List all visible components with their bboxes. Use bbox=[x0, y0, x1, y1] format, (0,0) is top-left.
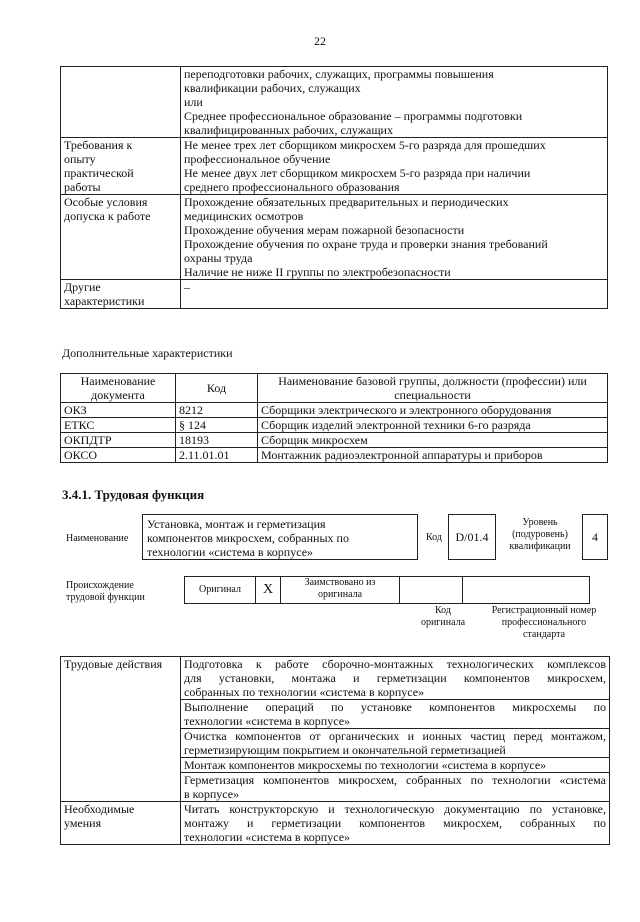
requirements-row bbox=[61, 280, 608, 309]
requirements-label: Другие bbox=[64, 280, 101, 294]
requirements-text: Прохождение обязательных предварительных и периодических bbox=[184, 195, 509, 209]
original-label: Оригинал bbox=[185, 577, 256, 604]
reg-number-label bbox=[478, 605, 610, 641]
requirements-label-cell bbox=[61, 195, 181, 280]
additional-cell: Сборщик микросхем bbox=[258, 433, 608, 448]
requirements-label: Особые условия bbox=[64, 195, 148, 209]
level-label-text: квалификации bbox=[509, 541, 571, 552]
labor-action-text: технологии «система в корпусе» bbox=[184, 714, 351, 728]
requirements-label-cell bbox=[61, 67, 181, 138]
requirements-text: Наличие не ниже II группы по электробезопасности bbox=[184, 265, 451, 279]
code-original-text: Код bbox=[435, 605, 451, 616]
requirements-text: – bbox=[184, 280, 190, 294]
requirements-row bbox=[61, 195, 608, 280]
labor-action-text: Монтаж компонентов микросхемы по технологии «система в корпусе» bbox=[184, 758, 547, 772]
origin-label-text: Происхождение bbox=[66, 580, 134, 591]
additional-header-cell bbox=[176, 374, 258, 403]
requirements-text: медицинских осмотров bbox=[184, 209, 304, 223]
labor-action-text: собранных по технологии «система в корпусе» bbox=[184, 685, 425, 699]
labor-action-text: Очистка компонентов от органических и ионных частиц перед монтажом, bbox=[184, 729, 606, 743]
requirements-text: Не менее трех лет сборщиком микросхем 5-го разряда для прошедших bbox=[184, 138, 546, 152]
additional-row bbox=[61, 448, 608, 463]
requirements-label: допуска к работе bbox=[64, 209, 151, 223]
requirements-row bbox=[61, 138, 608, 195]
requirements-text: охраны труда bbox=[184, 251, 253, 265]
additional-cell: ЕТКС bbox=[61, 418, 176, 433]
requirements-label: опыту bbox=[64, 152, 96, 166]
additional-row bbox=[61, 403, 608, 418]
requirements-content-cell bbox=[181, 138, 608, 195]
labor-action-text: герметизирующим покрытием и окончательной герметизацией bbox=[184, 743, 506, 757]
skill-cell bbox=[181, 802, 610, 845]
skill-text: технологии «система в корпусе» bbox=[184, 830, 351, 844]
additional-header-row bbox=[61, 374, 608, 403]
requirements-label-cell bbox=[61, 138, 181, 195]
name-label: Наименование bbox=[66, 533, 129, 544]
additional-characteristics-table bbox=[60, 373, 608, 463]
additional-header-cell bbox=[61, 374, 176, 403]
additional-header-text: Наименование базовой группы, должности (профессии) или bbox=[278, 374, 587, 388]
requirements-content-cell bbox=[181, 280, 608, 309]
requirements-label: практической bbox=[64, 166, 134, 180]
additional-cell: 8212 bbox=[176, 403, 258, 418]
level-label-text: (подуровень) bbox=[512, 529, 568, 540]
requirements-text: профессиональное обучение bbox=[184, 152, 331, 166]
borrowed-label bbox=[281, 577, 400, 604]
section-heading: 3.4.1. Трудовая функция bbox=[62, 487, 205, 502]
additional-header-text: документа bbox=[91, 388, 145, 402]
labor-action-cell bbox=[181, 657, 610, 700]
skill-label: Необходимые bbox=[64, 802, 135, 816]
labor-action-text: Подготовка к работе сборочно-монтажных технологических комплексов bbox=[184, 657, 606, 671]
requirements-text: или bbox=[184, 95, 203, 109]
additional-cell: ОКСО bbox=[61, 448, 176, 463]
labor-action-text: Выполнение операций по установке компонентов микросхемы по bbox=[184, 700, 606, 714]
additional-header-text: специальности bbox=[394, 388, 471, 402]
labor-action-cell bbox=[181, 758, 610, 773]
code-label: Код bbox=[426, 532, 442, 543]
level-label bbox=[504, 517, 576, 553]
requirements-table bbox=[60, 66, 608, 309]
requirements-label: работы bbox=[64, 180, 101, 194]
level-value-box: 4 bbox=[582, 514, 608, 560]
requirements-text: переподготовки рабочих, служащих, программы повышения bbox=[184, 67, 494, 81]
labor-action-label: Трудовые действия bbox=[64, 657, 163, 671]
requirements-text: Не менее двух лет сборщиком микросхем 5-го разряда при наличии bbox=[184, 166, 531, 180]
labor-action-cell bbox=[181, 700, 610, 729]
additional-cell: ОКПДТР bbox=[61, 433, 176, 448]
requirements-text: среднего профессионального образования bbox=[184, 180, 400, 194]
additional-header-text: Наименование bbox=[80, 374, 156, 388]
requirements-text: квалификации рабочих, служащих bbox=[184, 81, 361, 95]
skill-label-cell bbox=[61, 802, 181, 845]
additional-row bbox=[61, 418, 608, 433]
labor-action-text: Герметизация компонентов микросхем, собранных по технологии «система bbox=[184, 773, 606, 787]
skill-text: Читать конструкторскую и технологическую документацию по установке, bbox=[184, 802, 606, 816]
requirements-content-cell bbox=[181, 195, 608, 280]
additional-cell: Сборщики электрического и электронного оборудования bbox=[258, 403, 608, 418]
labor-action-label-cell bbox=[61, 657, 181, 802]
level-label-text: Уровень bbox=[522, 517, 558, 528]
reg-number-cell bbox=[463, 577, 590, 604]
requirements-label: Требования к bbox=[64, 138, 133, 152]
additional-row bbox=[61, 433, 608, 448]
additional-cell: ОКЗ bbox=[61, 403, 176, 418]
function-name-text: компонентов микросхем, собранных по bbox=[147, 531, 349, 545]
additional-cell: Сборщик изделий электронной техники 6-го разряда bbox=[258, 418, 608, 433]
additional-characteristics-title: Дополнительные характеристики bbox=[62, 346, 233, 360]
code-original-text: оригинала bbox=[420, 617, 466, 628]
origin-table bbox=[184, 576, 590, 604]
origin-label-text: трудовой функции bbox=[66, 592, 145, 603]
borrowed-label-text: Заимствовано из bbox=[304, 577, 376, 588]
origin-label bbox=[66, 580, 145, 604]
function-name-text: технологии «система в корпусе» bbox=[147, 545, 314, 559]
labor-action-row bbox=[61, 657, 610, 700]
requirements-text: Прохождение обучения по охране труда и проверки знания требований bbox=[184, 237, 548, 251]
labor-action-text: для установки, монтажа и герметизации компонентов микросхем, bbox=[184, 671, 606, 685]
labor-action-cell bbox=[181, 729, 610, 758]
skill-label: умения bbox=[64, 816, 102, 830]
labor-action-text: в корпусе» bbox=[184, 787, 240, 801]
requirements-text: Среднее профессиональное образование – программы подготовки bbox=[184, 109, 523, 123]
additional-cell: § 124 bbox=[176, 418, 258, 433]
function-name-text: Установка, монтаж и герметизация bbox=[147, 517, 326, 531]
reg-number-text: стандарта bbox=[522, 629, 566, 640]
code-original-cell bbox=[400, 577, 463, 604]
labor-table bbox=[60, 656, 610, 845]
skill-text: монтажу и герметизации компонентов микросхем, собранных по bbox=[184, 816, 606, 830]
additional-cell: Монтажник радиоэлектронной аппаратуры и приборов bbox=[258, 448, 608, 463]
requirements-text: Прохождение обучения мерам пожарной безопасности bbox=[184, 223, 465, 237]
additional-header-text: Код bbox=[206, 381, 227, 395]
skill-row bbox=[61, 802, 610, 845]
requirements-content-cell bbox=[181, 67, 608, 138]
function-name-box bbox=[142, 514, 418, 560]
additional-cell: 2.11.01.01 bbox=[176, 448, 258, 463]
reg-number-text: Регистрационный номер bbox=[491, 605, 597, 616]
requirements-row bbox=[61, 67, 608, 138]
reg-number-text: профессионального bbox=[501, 617, 587, 628]
requirements-label-cell bbox=[61, 280, 181, 309]
code-original-label bbox=[418, 605, 468, 629]
additional-cell: 18193 bbox=[176, 433, 258, 448]
original-mark: X bbox=[256, 577, 281, 604]
borrowed-label-text: оригинала bbox=[317, 589, 363, 600]
requirements-text: квалифицированных рабочих, служащих bbox=[184, 123, 393, 137]
function-code-box: D/01.4 bbox=[448, 514, 496, 560]
labor-action-cell bbox=[181, 773, 610, 802]
additional-header-cell bbox=[258, 374, 608, 403]
requirements-label: характеристики bbox=[64, 294, 145, 308]
page-number: 22 bbox=[314, 34, 326, 48]
